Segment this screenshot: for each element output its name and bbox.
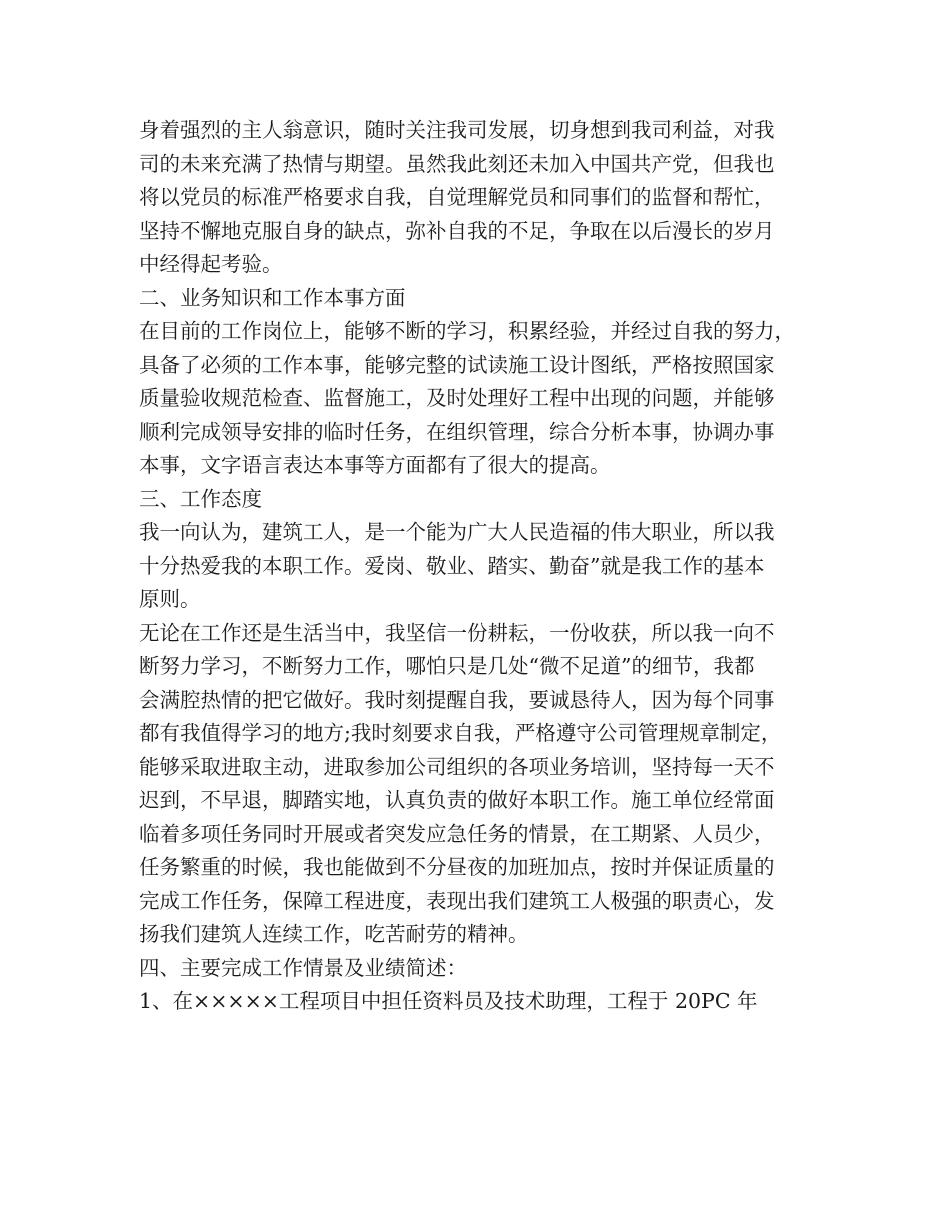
text-line: 临着多项任务同时开展或者突发应急任务的情景，在工期紧、人员少， [139,821,775,846]
text-line: 二、业务知识和工作本事方面 [139,285,406,310]
text-line: 能够采取进取主动，进取参加公司组织的各项业务培训，坚持每一天不 [139,754,775,779]
text-line: 在目前的工作岗位上，能够不断的学习，积累经验，并经过自我的努力， [139,319,795,343]
text-line: 我一向认为，建筑工人，是一个能为广大人民造福的伟大职业，所以我 [139,520,775,544]
text-line: 将以党员的标准严格要求自我，自觉理解党员和同事们的监督和帮忙， [139,185,775,209]
text-line: 迟到，不早退，脚踏实地，认真负责的做好本职工作。施工单位经常面 [139,788,775,812]
text-line: 都有我值得学习的地方;我时刻要求自我，严格遵守公司管理规章制定， [139,721,782,745]
text-line: 司的未来充满了热情与期望。虽然我此刻还未加入中国共产党，但我也 [139,151,775,176]
text-line: 完成工作任务，保障工程进度，表现出我们建筑工人极强的职责心，发 [139,888,775,913]
text-line: 原则。 [139,587,201,611]
text-line: 本事，文字语言表达本事等方面都有了很大的提高。 [139,453,611,477]
text-line: 坚持不懈地克服自身的缺点，弥补自我的不足，争取在以后漫长的岁月 [139,218,775,243]
text-line: 任务繁重的时候，我也能做到不分昼夜的加班加点，按时并保证质量的 [139,855,775,879]
text-line: 三、工作态度 [139,486,262,511]
text-line: 身着强烈的主人翁意识，随时关注我司发展，切身想到我司利益，对我 [139,118,775,142]
text-line: 质量验收规范检查、监督施工，及时处理好工程中出现的问题，并能够 [139,386,775,410]
document-body [139,114,819,1019]
text-line: 1、在×××××工程项目中担任资料员及技术助理，工程于 20PC 年 [139,989,758,1013]
text-line: 会满腔热情的把它做好。我时刻提醒自我，要诚恳待人，因为每个同事 [139,687,775,712]
text-line: 扬我们建筑人连续工作，吃苦耐劳的精神。 [139,922,529,946]
text-line: 四、主要完成工作情景及业绩简述： [139,955,467,980]
text-line: 断努力学习，不断努力工作，哪怕只是几处“微不足道”的细节，我都 [139,654,755,678]
text-line: 中经得起考验。 [139,252,283,276]
text-line: 十分热爱我的本职工作。爱岗、敬业、踏实、勤奋”就是我工作的基本 [139,553,765,578]
text-line: 具备了必须的工作本事，能够完整的试读施工设计图纸，严格按照国家 [139,352,775,377]
text-line: 无论在工作还是生活当中，我坚信一份耕耘，一份收获，所以我一向不 [139,620,775,645]
text-line: 顺利完成领导安排的临时任务，在组织管理，综合分析本事，协调办事 [139,419,775,444]
